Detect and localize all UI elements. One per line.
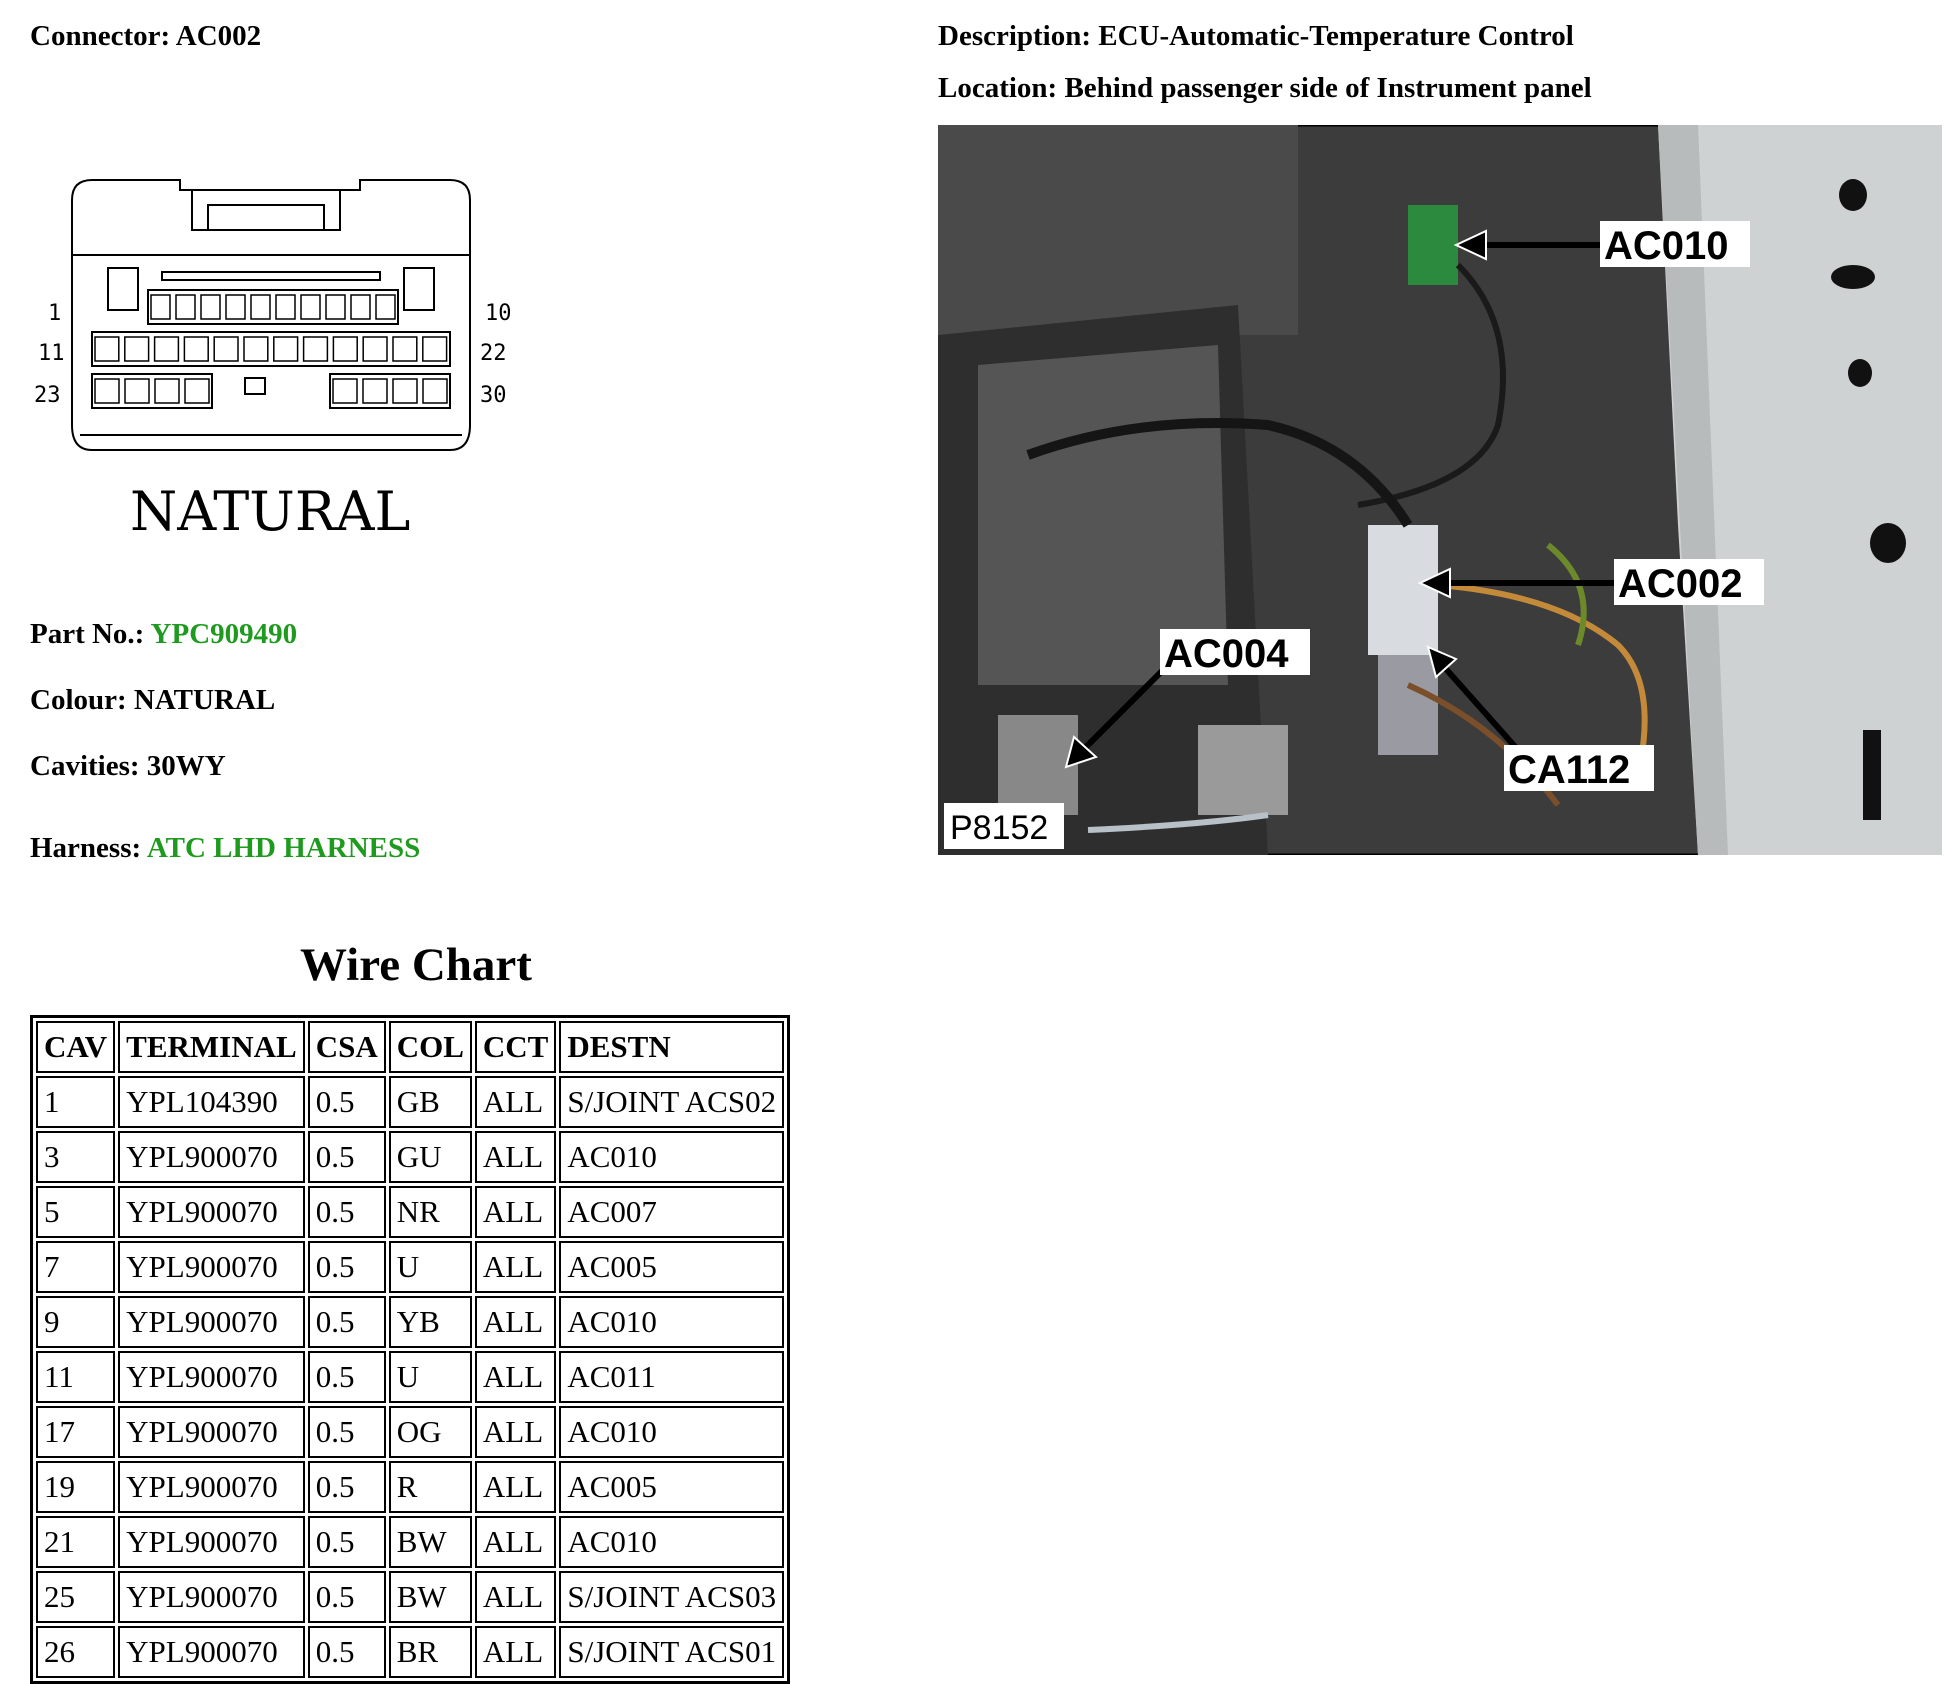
pin-cavity [376, 295, 395, 319]
cell-cct: ALL [475, 1516, 556, 1568]
cell-csa: 0.5 [308, 1241, 386, 1293]
cell-col: R [389, 1461, 472, 1513]
cell-terminal: YPL104390 [118, 1076, 305, 1128]
table-row [36, 1626, 784, 1678]
pin-cavity [363, 379, 387, 403]
cell-terminal: YPL900070 [118, 1571, 305, 1623]
table-row [36, 1516, 784, 1568]
pin-cavity [125, 379, 149, 403]
pin-cavity [151, 295, 170, 319]
callout-ac004: AC004 [1164, 632, 1289, 676]
description-heading [938, 20, 1574, 53]
column-header-cav: CAV [36, 1021, 115, 1073]
cell-destn: AC007 [559, 1186, 784, 1238]
pin-cavity [176, 295, 195, 319]
pin-label-10: 10 [485, 301, 512, 326]
pin-cavity [214, 337, 238, 361]
pin-cavity [184, 337, 208, 361]
pin-cavity [251, 295, 270, 319]
location-label: Location: [938, 72, 1058, 104]
cell-cav: 17 [36, 1406, 115, 1458]
table-row [36, 1186, 784, 1238]
cell-terminal: YPL900070 [118, 1406, 305, 1458]
cavities-value: 30WY [146, 750, 226, 782]
cell-cav: 9 [36, 1296, 115, 1348]
cell-destn: AC010 [559, 1406, 784, 1458]
colour-label: Colour: [30, 684, 127, 716]
cell-col: BW [389, 1516, 472, 1568]
cell-cct: ALL [475, 1131, 556, 1183]
pin-cavity [351, 295, 370, 319]
cell-cct: ALL [475, 1626, 556, 1678]
photo-ref: P8152 [950, 809, 1049, 847]
cell-destn: AC010 [559, 1131, 784, 1183]
cell-csa: 0.5 [308, 1626, 386, 1678]
part-no-label: Part No.: [30, 618, 145, 650]
cell-destn: AC010 [559, 1296, 784, 1348]
cell-destn: S/JOINT ACS02 [559, 1076, 784, 1128]
callout-ca112: CA112 [1508, 748, 1631, 792]
table-header-row [36, 1021, 784, 1073]
pin-cavity [95, 379, 119, 403]
table-row [36, 1571, 784, 1623]
cell-cav: 3 [36, 1131, 115, 1183]
cell-col: OG [389, 1406, 472, 1458]
pin-label-1: 1 [48, 301, 62, 326]
pin-cavity [393, 337, 417, 361]
pin-cavity [333, 337, 357, 361]
pin-cavity [155, 379, 179, 403]
cell-cav: 26 [36, 1626, 115, 1678]
cavities-line [30, 750, 226, 783]
pin-label-23: 23 [34, 383, 61, 408]
connector-value: AC002 [175, 20, 262, 52]
cell-csa: 0.5 [308, 1131, 386, 1183]
cell-csa: 0.5 [308, 1076, 386, 1128]
cell-destn: S/JOINT ACS01 [559, 1626, 784, 1678]
cell-csa: 0.5 [308, 1571, 386, 1623]
cell-terminal: YPL900070 [118, 1516, 305, 1568]
location-value: Behind passenger side of Instrument panel [1064, 72, 1592, 104]
cell-cav: 11 [36, 1351, 115, 1403]
cell-col: BR [389, 1626, 472, 1678]
harness-line [30, 832, 420, 865]
pin-cavity [226, 295, 245, 319]
pin-cavity [244, 337, 268, 361]
pin-cavity [423, 337, 447, 361]
cell-cct: ALL [475, 1461, 556, 1513]
cell-col: U [389, 1241, 472, 1293]
cell-terminal: YPL900070 [118, 1131, 305, 1183]
pin-cavity [201, 295, 220, 319]
cell-terminal: YPL900070 [118, 1296, 305, 1348]
cavities-label: Cavities: [30, 750, 140, 782]
cell-destn: AC005 [559, 1461, 784, 1513]
column-header-terminal: TERMINAL [118, 1021, 305, 1073]
cell-csa: 0.5 [308, 1296, 386, 1348]
cell-destn: AC011 [559, 1351, 784, 1403]
pin-cavity [125, 337, 149, 361]
description-value: ECU-Automatic-Temperature Control [1098, 20, 1574, 52]
cell-cav: 21 [36, 1516, 115, 1568]
connector-heading [30, 20, 261, 53]
cell-csa: 0.5 [308, 1516, 386, 1568]
cell-terminal: YPL900070 [118, 1461, 305, 1513]
harness-label: Harness: [30, 832, 142, 864]
part-no-line [30, 618, 297, 651]
pin-label-11: 11 [38, 341, 65, 366]
location-heading [938, 72, 1592, 105]
location-photo [938, 125, 1942, 855]
cell-cav: 25 [36, 1571, 115, 1623]
column-header-cct: CCT [475, 1021, 556, 1073]
cell-col: YB [389, 1296, 472, 1348]
cell-cav: 1 [36, 1076, 115, 1128]
colour-line [30, 684, 275, 717]
part-no-link[interactable]: YPC909490 [150, 618, 298, 650]
cell-csa: 0.5 [308, 1406, 386, 1458]
pin-cavity [185, 379, 209, 403]
cell-col: GU [389, 1131, 472, 1183]
cell-terminal: YPL900070 [118, 1351, 305, 1403]
cell-cct: ALL [475, 1351, 556, 1403]
column-header-destn: DESTN [559, 1021, 784, 1073]
callout-ac002: AC002 [1618, 562, 1743, 606]
colour-value: NATURAL [133, 684, 276, 716]
pin-cavity [363, 337, 387, 361]
pin-cavity [276, 295, 295, 319]
cell-terminal: YPL900070 [118, 1186, 305, 1238]
table-row [36, 1296, 784, 1348]
table-row [36, 1461, 784, 1513]
pin-cavity [155, 337, 179, 361]
pin-cavity [423, 379, 447, 403]
column-header-col: COL [389, 1021, 472, 1073]
cell-col: NR [389, 1186, 472, 1238]
table-row [36, 1241, 784, 1293]
connector-label: Connector: [30, 20, 171, 52]
cell-col: U [389, 1351, 472, 1403]
cell-terminal: YPL900070 [118, 1626, 305, 1678]
cell-cct: ALL [475, 1296, 556, 1348]
cell-destn: S/JOINT ACS03 [559, 1571, 784, 1623]
pin-cavity [301, 295, 320, 319]
cell-cct: ALL [475, 1186, 556, 1238]
description-label: Description: [938, 20, 1092, 52]
cell-cav: 19 [36, 1461, 115, 1513]
harness-link[interactable]: ATC LHD HARNESS [146, 832, 421, 864]
callout-ac010: AC010 [1604, 224, 1729, 268]
pin-label-22: 22 [480, 341, 507, 366]
cell-col: BW [389, 1571, 472, 1623]
colour-caption: NATURAL [130, 480, 411, 543]
table-row [36, 1131, 784, 1183]
table-row [36, 1351, 784, 1403]
cell-cav: 5 [36, 1186, 115, 1238]
cell-csa: 0.5 [308, 1351, 386, 1403]
table-row [36, 1076, 784, 1128]
pin-cavity [333, 379, 357, 403]
column-header-csa: CSA [308, 1021, 386, 1073]
cell-cct: ALL [475, 1571, 556, 1623]
cell-cct: ALL [475, 1406, 556, 1458]
pin-cavity [393, 379, 417, 403]
connector-face-diagram [30, 160, 530, 560]
wire-chart-title: Wire Chart [300, 939, 532, 991]
cell-terminal: YPL900070 [118, 1241, 305, 1293]
cell-destn: AC010 [559, 1516, 784, 1568]
cell-destn: AC005 [559, 1241, 784, 1293]
cell-csa: 0.5 [308, 1186, 386, 1238]
pin-cavity [304, 337, 328, 361]
cell-csa: 0.5 [308, 1461, 386, 1513]
cell-col: GB [389, 1076, 472, 1128]
pin-cavity [274, 337, 298, 361]
pin-cavity [326, 295, 345, 319]
table-row [36, 1406, 784, 1458]
cell-cav: 7 [36, 1241, 115, 1293]
wire-chart-table [30, 1015, 790, 1684]
pin-label-30: 30 [480, 383, 507, 408]
cell-cct: ALL [475, 1241, 556, 1293]
cell-cct: ALL [475, 1076, 556, 1128]
pin-cavity [95, 337, 119, 361]
